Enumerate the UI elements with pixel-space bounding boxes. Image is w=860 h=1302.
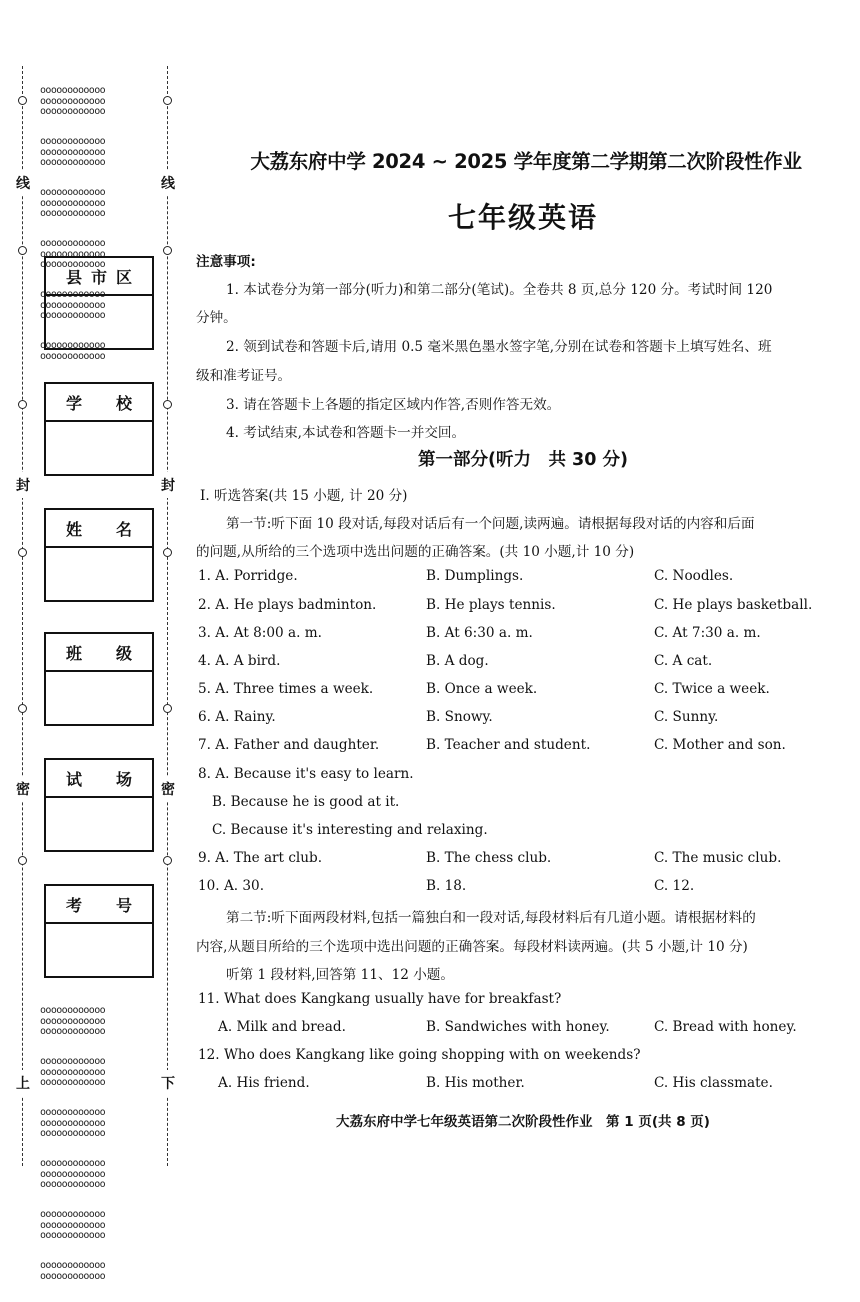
option-c: C. Bread with honey. xyxy=(654,1019,797,1035)
field-name-label: 姓 名 xyxy=(46,510,152,548)
field-school-box xyxy=(44,382,154,476)
field-exam-number-label: 考 号 xyxy=(46,886,152,924)
field-county-box xyxy=(44,256,154,350)
notes-line: 4. 考试结束,本试卷和答题卡一并交回。 xyxy=(226,425,466,441)
dot-grid-top: oooooooooooo oooooooooooo oooooooooooo oooooooooooo oooooooooooo oooooooooooo oooooooooooo oooooooooooo oooooooooooo oooooooooooo oooooooooooo oooooooooooo oooooooooooo oooooooooooo oooooooooooo oooooooooooo oooooooooooo xyxy=(40,85,106,362)
option-c: C. A cat. xyxy=(654,653,713,669)
option-a: A. His friend. xyxy=(218,1075,310,1091)
binding-strip xyxy=(0,0,190,1282)
ring-marker xyxy=(163,704,172,713)
field-school-input[interactable] xyxy=(46,422,152,474)
option-c: C. His classmate. xyxy=(654,1075,773,1091)
option-a: 9. A. The art club. xyxy=(198,850,323,866)
dot-grid-bottom: oooooooooooo oooooooooooo oooooooooooo oooooooooooo oooooooooooo oooooooooooo oooooooooooo oooooooooooo oooooooooooo oooooooooooo oooooooooooo oooooooooooo oooooooooooo oooooooooooo oooooooooooo oooooooooooo oooooooooooo xyxy=(40,1005,106,1282)
ring-marker xyxy=(18,548,27,557)
ring-marker xyxy=(163,246,172,255)
option-a: A. Milk and bread. xyxy=(218,1019,346,1035)
option-c: C. Twice a week. xyxy=(654,681,770,697)
ring-marker xyxy=(18,246,27,255)
option-a: 7. A. Father and daughter. xyxy=(198,737,380,753)
section2-instructions: 内容,从题目所给的三个选项中选出问题的正确答案。每段材料读两遍。(共 5 小题,计 10 分) xyxy=(196,939,748,955)
field-name-box xyxy=(44,508,154,602)
ring-marker xyxy=(18,400,27,409)
notes-line: 3. 请在答题卡上各题的指定区域内作答,否则作答无效。 xyxy=(226,397,561,413)
field-exam-number-box xyxy=(44,884,154,978)
section1-instructions: 的问题,从所给的三个选项中选出问题的正确答案。(共 10 小题,计 10 分) xyxy=(196,544,635,560)
field-school-label: 学 校 xyxy=(46,384,152,422)
option-c: C. Mother and son. xyxy=(654,737,786,753)
option-b: B. 18. xyxy=(426,878,467,894)
ring-marker xyxy=(163,96,172,105)
field-class-box xyxy=(44,632,154,726)
notes-line: 分钟。 xyxy=(196,310,237,326)
notes-line: 级和准考证号。 xyxy=(196,368,292,384)
seal-line-left xyxy=(22,66,23,1166)
option-a: 5. A. Three times a week. xyxy=(198,681,374,697)
section-heading: Ⅰ. 听选答案(共 15 小题, 计 20 分) xyxy=(200,488,408,504)
option-a: 4. A. A bird. xyxy=(198,653,281,669)
field-class-label: 班 级 xyxy=(46,634,152,672)
section1-instructions: 第一节:听下面 10 段对话,每段对话后有一个问题,读两遍。请根据每段对话的内容和后面 xyxy=(226,516,755,532)
option-b: B. Sandwiches with honey. xyxy=(426,1019,610,1035)
option-b: B. Snowy. xyxy=(426,709,493,725)
ring-marker xyxy=(18,856,27,865)
option-b: B. A dog. xyxy=(426,653,489,669)
field-county-label: 县 市 区 xyxy=(46,258,152,296)
ring-marker xyxy=(163,400,172,409)
seal-char-feng: 封 xyxy=(15,472,31,498)
seal-char-shang: 上 xyxy=(15,1070,31,1096)
option-c: C. At 7:30 a. m. xyxy=(654,625,761,641)
field-county-input[interactable] xyxy=(46,296,152,348)
option-a: 6. A. Rainy. xyxy=(198,709,276,725)
option-c: C. Because it's interesting and relaxing. xyxy=(212,822,488,838)
school-title: 大荔东府中学 2024 ~ 2025 学年度第二学期第二次阶段性作业 xyxy=(250,150,802,173)
option-b: B. Dumplings. xyxy=(426,568,524,584)
seal-char-xian: 线 xyxy=(15,170,31,196)
seal-line-right xyxy=(167,66,168,1166)
ring-marker xyxy=(163,856,172,865)
seal-char-xia: 下 xyxy=(160,1070,176,1096)
option-b: B. His mother. xyxy=(426,1075,525,1091)
seal-char-mi: 密 xyxy=(160,776,176,802)
option-b: B. At 6:30 a. m. xyxy=(426,625,533,641)
part-one-title: 第一部分(听力 共 30 分) xyxy=(417,450,629,470)
material-prompt: 听第 1 段材料,回答第 11、12 小题。 xyxy=(226,967,454,983)
option-a: 3. A. At 8:00 a. m. xyxy=(198,625,322,641)
notes-line: 2. 领到试卷和答题卡后,请用 0.5 毫米黑色墨水签字笔,分别在试卷和答题卡上填写姓名、班 xyxy=(226,339,772,355)
option-c: C. The music club. xyxy=(654,850,782,866)
page-footer: 大荔东府中学七年级英语第二次阶段性作业 第 1 页(共 8 页) xyxy=(336,1114,710,1130)
field-exam-room-input[interactable] xyxy=(46,798,152,850)
option-b: B. Because he is good at it. xyxy=(212,794,400,810)
option-a: 2. A. He plays badminton. xyxy=(198,597,377,613)
option-c: C. He plays basketball. xyxy=(654,597,813,613)
ring-marker xyxy=(18,704,27,713)
section2-instructions: 第二节:听下面两段材料,包括一篇独白和一段对话,每段材料后有几道小题。请根据材料的 xyxy=(226,910,756,926)
ring-marker xyxy=(163,548,172,557)
subject-title: 七年级英语 xyxy=(447,201,598,234)
option-b: B. He plays tennis. xyxy=(426,597,556,613)
option-a: 1. A. Porridge. xyxy=(198,568,298,584)
field-exam-number-input[interactable] xyxy=(46,924,152,976)
seal-char-xian: 线 xyxy=(160,170,176,196)
option-b: B. The chess club. xyxy=(426,850,552,866)
field-name-input[interactable] xyxy=(46,548,152,600)
notes-line: 1. 本试卷分为第一部分(听力)和第二部分(笔试)。全卷共 8 页,总分 120 分。考试时间 120 xyxy=(226,282,773,298)
option-a: 10. A. 30. xyxy=(198,878,265,894)
field-exam-room-box xyxy=(44,758,154,852)
option-b: B. Once a week. xyxy=(426,681,538,697)
option-c: C. Noodles. xyxy=(654,568,734,584)
field-exam-room-label: 试 场 xyxy=(46,760,152,798)
question-stem: 11. What does Kangkang usually have for breakfast? xyxy=(198,991,562,1007)
seal-char-feng: 封 xyxy=(160,472,176,498)
seal-char-mi: 密 xyxy=(15,776,31,802)
option-c: C. Sunny. xyxy=(654,709,719,725)
notes-heading: 注意事项: xyxy=(196,254,256,270)
ring-marker xyxy=(18,96,27,105)
option-a: 8. A. Because it's easy to learn. xyxy=(198,766,414,782)
option-c: C. 12. xyxy=(654,878,695,894)
option-b: B. Teacher and student. xyxy=(426,737,591,753)
question-stem: 12. Who does Kangkang like going shopping with on weekends? xyxy=(198,1047,641,1063)
field-class-input[interactable] xyxy=(46,672,152,724)
